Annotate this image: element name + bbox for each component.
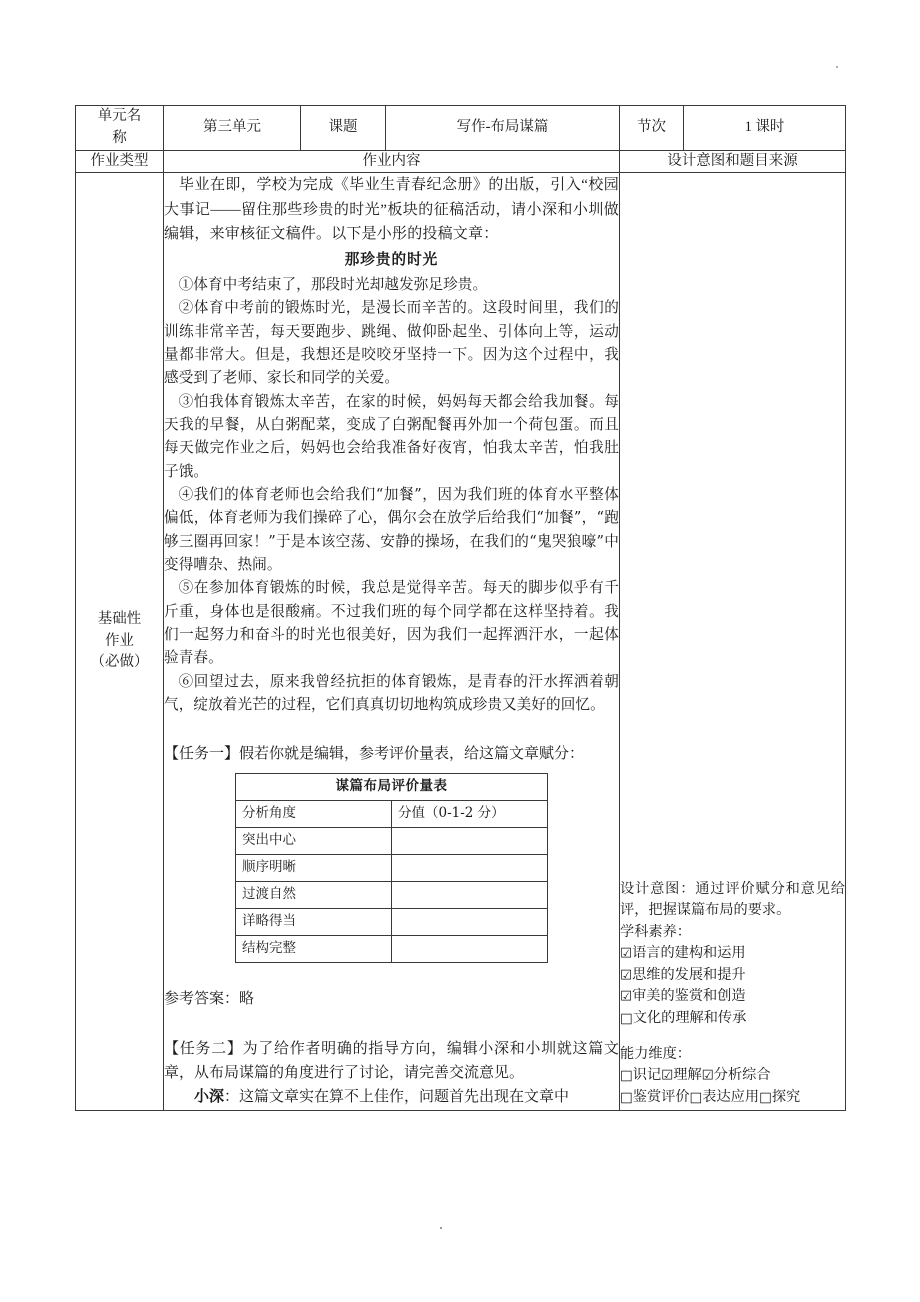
reference-answer: 参考答案：略 (164, 990, 255, 1007)
essay-paragraph-5: ⑤在参加体育锻炼的时候，我总是觉得辛苦。每天的脚步似乎有千斤重，身体也是很酸痛。不过我们班的每个同学都在这样坚持着。我们一起努力和奋斗的时光也很美好，因为我们一起挥洒汗水，一起体验青春。 (164, 579, 619, 667)
unit-name-label-line1: 单元名 (97, 108, 142, 124)
table-row (236, 908, 548, 935)
checkbox-unchecked-icon[interactable]: □ (620, 1089, 633, 1106)
literacy-heading: 学科素养： (620, 923, 691, 940)
homework-type-line1: 基础性 (97, 610, 142, 627)
essay-title: 那珍贵的时光 (344, 251, 439, 269)
dialog-line-xiaoshen (164, 1085, 619, 1109)
spacer-before-ability (620, 1030, 845, 1044)
scan-artifact-dot (440, 1227, 442, 1229)
rubric-aspect-1: 突出中心 (236, 827, 392, 854)
rubric-score-4[interactable] (392, 908, 548, 935)
scan-artifact-dot-top (836, 66, 838, 68)
intro-paragraph: 毕业在即，学校为完成《毕业生青春纪念册》的出版，引入“校园大事记——留住那些珍贵的时光”板块的征稿活动，请小深和小圳做编辑，来审核征文稿件。以下是小彤的投稿文章： (164, 177, 619, 242)
table-row (236, 881, 548, 908)
design-intent-cell (620, 173, 846, 1110)
design-intent-label: 设计意图和题目来源 (620, 150, 846, 173)
rubric-table (235, 773, 548, 963)
design-intent-text: 设计意图：通过评价赋分和意见给评，把握谋篇布局的要求。 (620, 880, 845, 919)
checkbox-unchecked-icon[interactable]: □ (689, 1089, 703, 1106)
literacy-item-3-label: 审美的鉴赏和创造 (632, 988, 746, 1005)
checkbox-checked-icon[interactable]: ☑ (620, 945, 633, 962)
rubric-header-row (236, 800, 548, 827)
header-row (76, 106, 846, 151)
homework-type-line2: 作业 (105, 632, 134, 649)
rubric-title-row (236, 773, 548, 800)
section-label-row (76, 150, 846, 173)
literacy-item-2[interactable] (620, 965, 845, 987)
lesson-plan-table (75, 105, 846, 1111)
ability-item-jianshang-label: 鉴赏评价 (632, 1088, 690, 1105)
rubric-table-wrapper (164, 773, 619, 963)
ability-row-2[interactable] (620, 1087, 845, 1109)
ability-item-lijie-label: 理解 (673, 1067, 702, 1084)
essay-paragraph-1: ①体育中考结束了，那段时光却越发弥足珍贵。 (178, 275, 488, 293)
ability-item-fenxi-label: 分析综合 (713, 1067, 771, 1084)
literacy-item-3[interactable] (620, 986, 845, 1008)
period-label: 节次 (620, 106, 684, 151)
table-row (236, 854, 548, 881)
ability-item-biaoda-label: 表达应用 (702, 1088, 760, 1105)
rubric-aspect-5: 结构完整 (236, 935, 392, 962)
ability-row-1[interactable] (620, 1065, 845, 1087)
homework-type-label: 作业类型 (76, 150, 164, 173)
table-row (236, 827, 548, 854)
topic-value: 写作-布局谋篇 (386, 106, 620, 151)
table-row (236, 935, 548, 962)
ability-item-shiji-label: 识记 (632, 1067, 662, 1084)
homework-content-label: 作业内容 (164, 150, 620, 173)
homework-type-value (76, 173, 164, 1110)
rubric-score-2[interactable] (392, 854, 548, 881)
unit-value: 第三单元 (164, 106, 301, 151)
checkbox-unchecked-icon[interactable]: □ (620, 1067, 633, 1084)
period-value: 1 课时 (684, 106, 846, 151)
checkbox-unchecked-icon[interactable]: □ (620, 1010, 633, 1027)
essay-paragraph-3: ③怕我体育锻炼太辛苦，在家的时候，妈妈每天都会给我加餐。每天我的早餐，从白粥配菜，变成了白粥配餐再外加一个荷包蛋。而且每天做完作业之后，妈妈也会给我准备好夜宵，怕我太辛苦，怕我肚子饿。 (164, 392, 619, 480)
rubric-aspect-3: 过渡自然 (236, 881, 392, 908)
rubric-aspect-4: 详略得当 (236, 908, 392, 935)
body-row (76, 173, 846, 1110)
dialog-speaker: 小深 (194, 1089, 225, 1106)
unit-name-label-line2: 称 (112, 129, 127, 146)
literacy-item-1-label: 语言的建构和运用 (632, 945, 746, 962)
ability-heading: 能力维度： (620, 1045, 691, 1062)
rubric-col-score: 分值（0-1-2 分） (392, 800, 548, 827)
topic-label: 课题 (301, 106, 386, 151)
checkbox-unchecked-icon[interactable]: □ (759, 1089, 772, 1106)
rubric-score-1[interactable] (392, 827, 548, 854)
essay-paragraph-4: ④我们的体育老师也会给我们“加餐”，因为我们班的体育水平整体偏低，体育老师为我们操碎了心，偶尔会在放学后给我们“加餐”，“跑够三圈再回家！”于是本该空荡、安静的操场，在我们的“鬼哭狼嚎”中变得嘈杂、热闹。 (164, 486, 619, 574)
homework-type-line3: （必做） (90, 654, 149, 671)
ability-item-tanjiu-label: 探究 (771, 1088, 801, 1105)
literacy-item-2-label: 思维的发展和提升 (632, 966, 746, 983)
rubric-score-5[interactable] (392, 935, 548, 962)
essay-paragraph-2: ②体育中考前的锻炼时光，是漫长而辛苦的。这段时间里，我们的训练非常辛苦，每天要跑步、跳绳、做仰卧起坐、引体向上等，运动量都非常大。但是，我想还是咬咬牙坚持一下。因为这个过程中，我感受到了老师、家长和同学的关爱。 (164, 299, 619, 387)
design-intent-block (620, 879, 845, 1109)
task-two-text: 【任务二】为了给作者明确的指导方向，编辑小深和小圳就这篇文章，从布局谋篇的角度进行了讨论，请完善交流意见。 (164, 1040, 619, 1082)
spacer-after-essay (164, 716, 619, 742)
rubric-title: 谋篇布局评价量表 (236, 773, 548, 800)
literacy-item-1[interactable] (620, 943, 845, 965)
essay-paragraph-6: ⑥回望过去，原来我曾经抗拒的体育锻炼，是青春的汗水挥洒着朝气，绽放着光芒的过程，它们真真切切地构筑成珍贵又美好的回忆。 (164, 672, 619, 714)
spacer-after-rubric (164, 967, 619, 987)
literacy-item-4-label: 文化的理解和传承 (632, 1010, 747, 1027)
homework-content-cell (164, 173, 620, 1110)
spacer-before-task-two (164, 1011, 619, 1037)
literacy-item-4[interactable] (620, 1008, 845, 1030)
checkbox-checked-icon[interactable]: ☑ (620, 988, 633, 1005)
unit-name-label (76, 106, 164, 151)
checkbox-checked-icon[interactable]: ☑ (661, 1067, 674, 1084)
rubric-aspect-2: 顺序明晰 (236, 854, 392, 881)
rubric-col-aspect: 分析角度 (236, 800, 392, 827)
checkbox-checked-icon[interactable]: ☑ (701, 1067, 714, 1084)
task-one-text: 【任务一】假若你就是编辑，参考评价量表，给这篇文章赋分： (164, 746, 585, 763)
dialog-text: ：这篇文章实在算不上佳作，问题首先出现在文章中 (224, 1089, 570, 1106)
rubric-score-3[interactable] (392, 881, 548, 908)
checkbox-checked-icon[interactable]: ☑ (620, 967, 633, 984)
